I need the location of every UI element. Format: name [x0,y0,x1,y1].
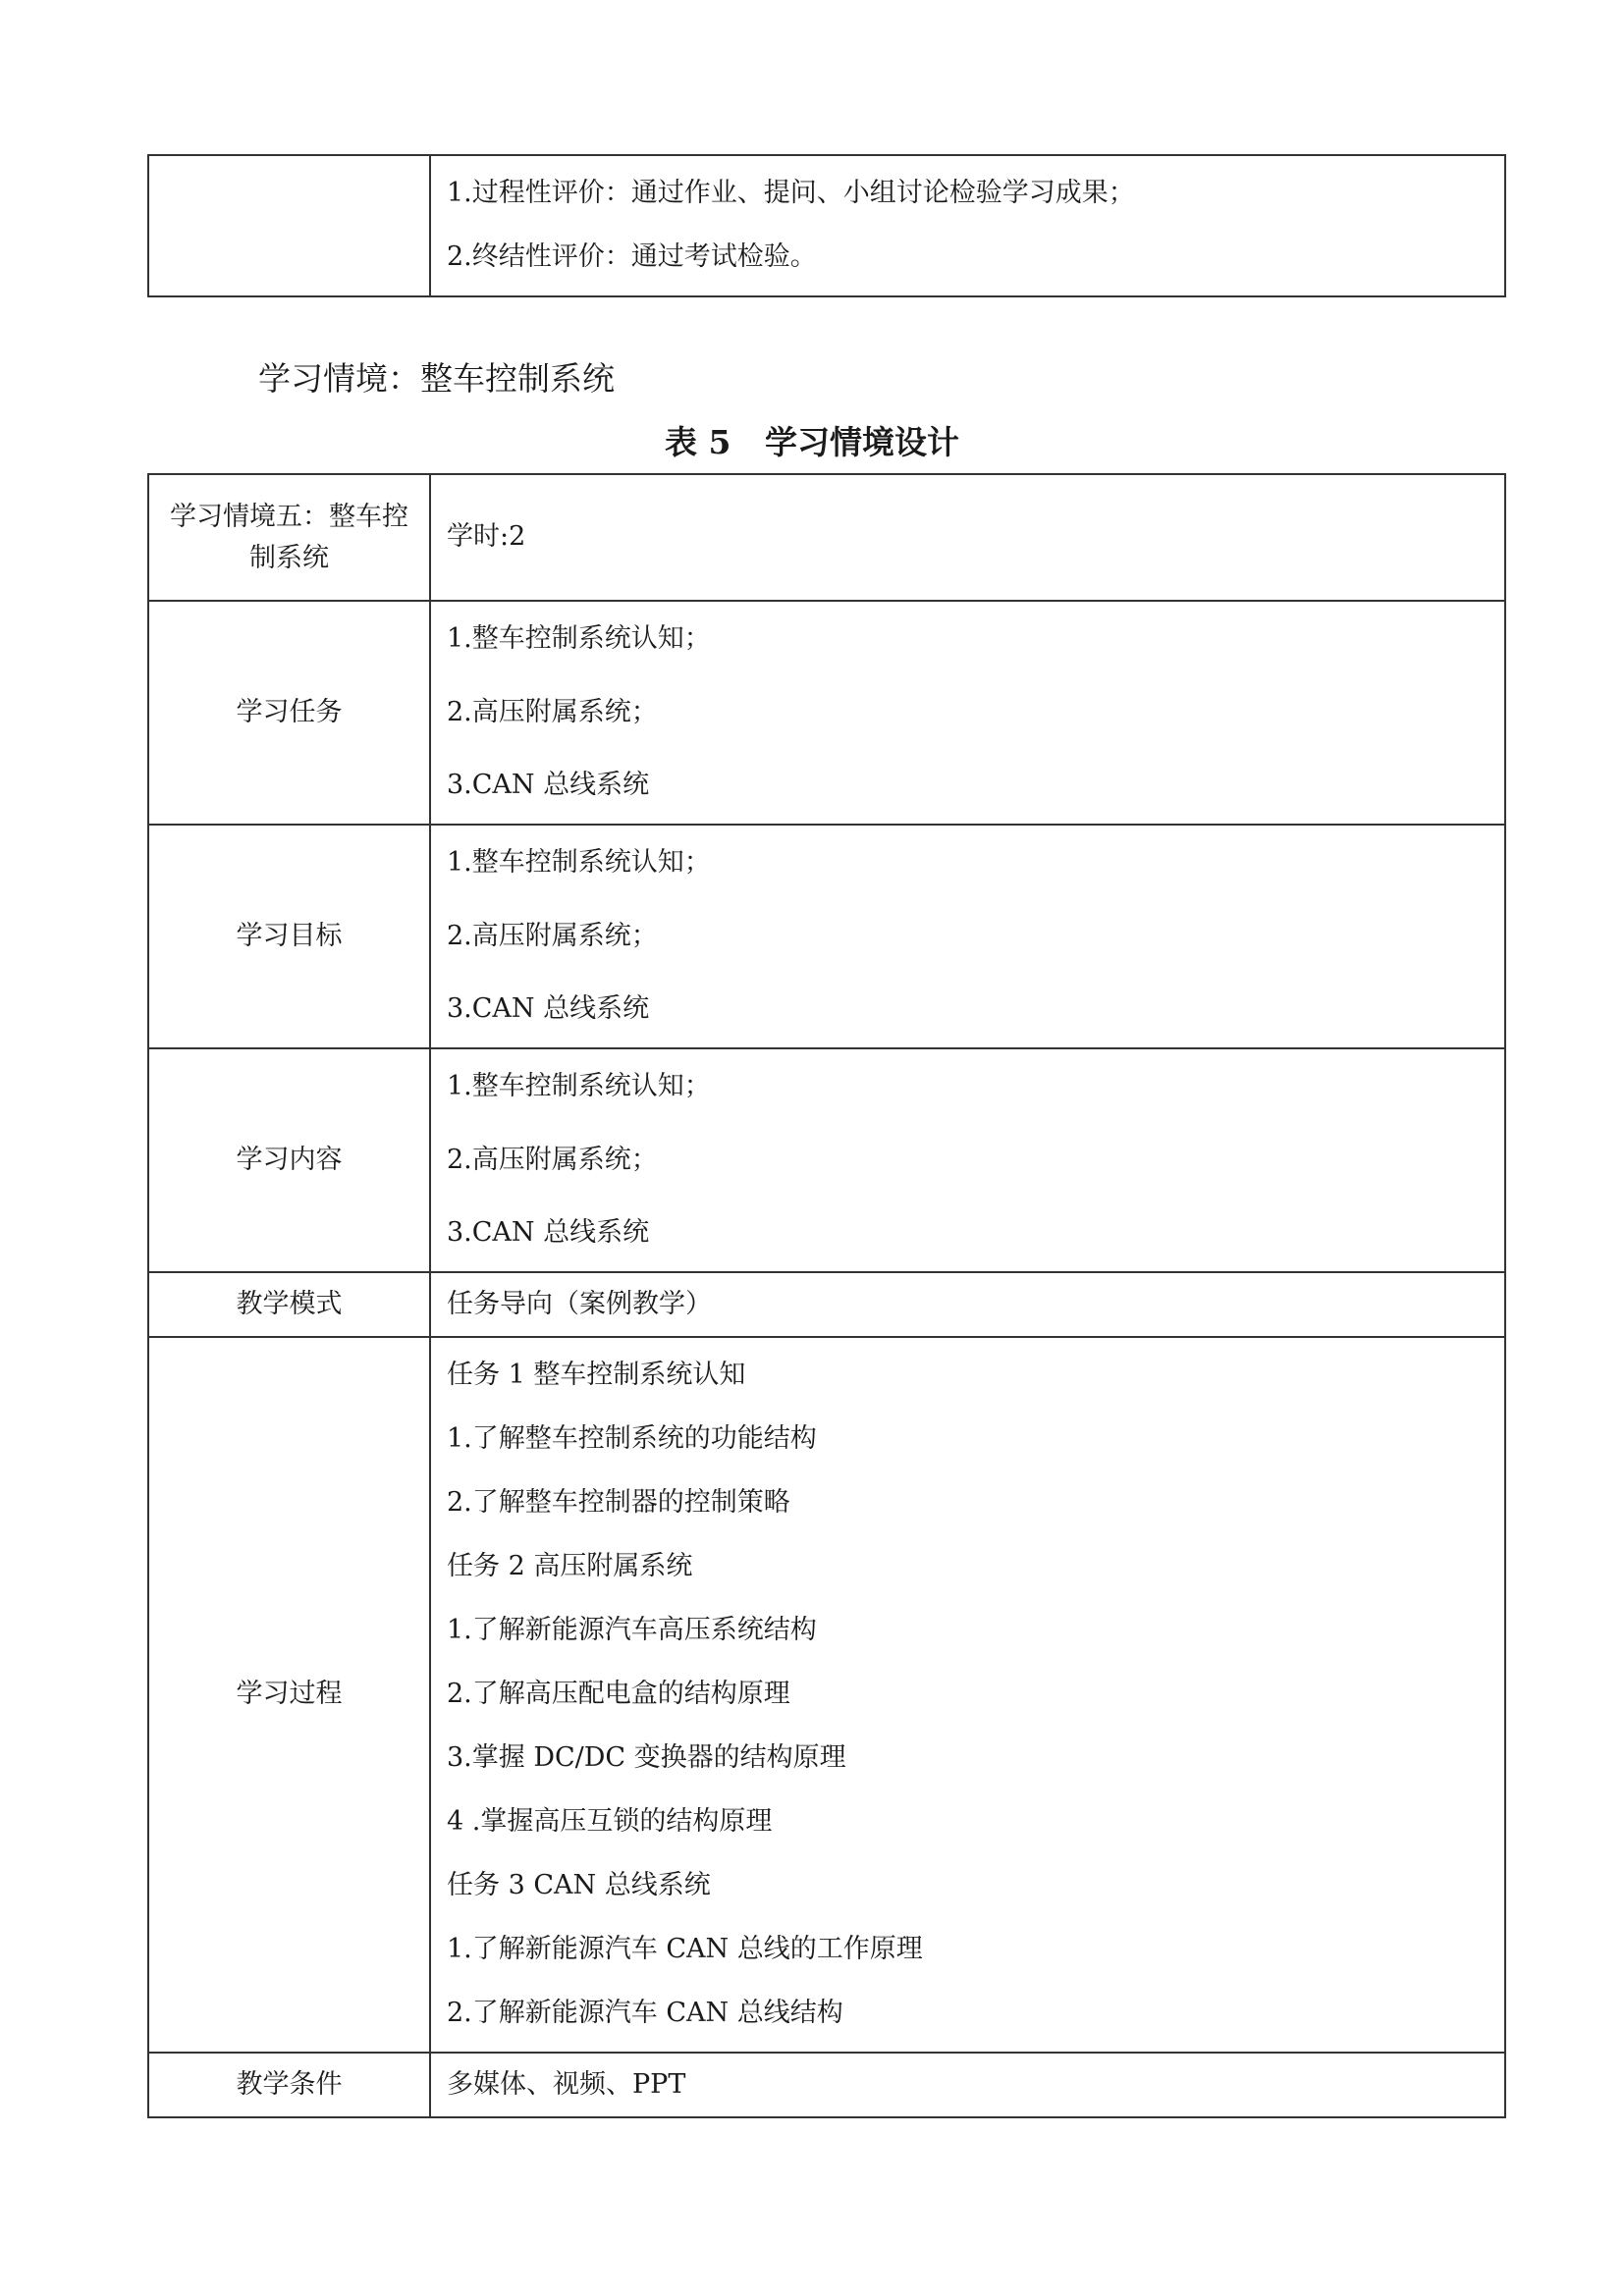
evaluation-line-2: 2.终结性评价：通过考试检验。 [447,241,817,273]
process-line: 4 .掌握高压互锁的结构原理 [447,1806,773,1838]
goal-content [430,825,1505,1048]
content-line-3: 3.CAN 总线系统 [447,1217,650,1249]
process-line: 任务 2 高压附属系统 [447,1551,693,1582]
process-line: 2.了解整车控制器的控制策略 [447,1487,790,1519]
class-hours-cell: 学时:2 [430,474,1505,601]
goal-line-2: 2.高压附属系统； [447,920,658,951]
goal-line-1: 1.整车控制系统认知； [447,847,711,879]
conditions-value: 多媒体、视频、PPT [430,2053,1505,2117]
content-content [430,1048,1505,1272]
table-row-goal [148,825,1505,1048]
table-row-header [148,474,1505,601]
goal-label: 学习目标 [148,825,430,1048]
process-line: 1.了解新能源汽车 CAN 总线的工作原理 [447,1934,923,1965]
process-line: 任务 1 整车控制系统认知 [447,1360,746,1391]
situation-title-cell: 学习情境五：整车控制系统 [148,474,430,601]
content-line-2: 2.高压附属系统； [447,1144,658,1175]
table-row-task [148,601,1505,825]
process-line: 2.了解高压配电盒的结构原理 [447,1679,790,1710]
process-label: 学习过程 [148,1337,430,2053]
table-row-mode [148,1272,1505,1337]
table-row-content [148,1048,1505,1272]
table-caption: 表 5 学习情境设计 [665,423,959,461]
conditions-label: 教学条件 [148,2053,430,2117]
learning-situation-table [147,473,1506,2118]
process-line: 1.了解整车控制系统的功能结构 [447,1423,817,1455]
task-line-3: 3.CAN 总线系统 [447,770,650,801]
task-line-2: 2.高压附属系统； [447,696,658,727]
task-content [430,601,1505,825]
mode-label: 教学模式 [148,1272,430,1337]
content-line-1: 1.整车控制系统认知； [447,1071,711,1102]
table-row-conditions [148,2053,1505,2117]
goal-line-3: 3.CAN 总线系统 [447,993,650,1025]
evaluation-row [148,155,1505,296]
table-row-process [148,1337,1505,2053]
process-content [430,1337,1505,2053]
mode-value: 任务导向（案例教学） [430,1272,1505,1337]
process-line: 3.掌握 DC/DC 变换器的结构原理 [447,1742,846,1774]
evaluation-table [147,154,1506,297]
task-line-1: 1.整车控制系统认知； [447,623,711,655]
task-label: 学习任务 [148,601,430,825]
section-heading: 学习情境：整车控制系统 [258,359,615,398]
evaluation-label [148,155,430,296]
content-label: 学习内容 [148,1048,430,1272]
process-line: 1.了解新能源汽车高压系统结构 [447,1615,817,1646]
evaluation-line-1: 1.过程性评价：通过作业、提问、小组讨论检验学习成果； [447,178,1135,209]
process-line: 任务 3 CAN 总线系统 [447,1870,711,1901]
evaluation-content [430,155,1505,296]
process-line: 2.了解新能源汽车 CAN 总线结构 [447,1998,843,2029]
